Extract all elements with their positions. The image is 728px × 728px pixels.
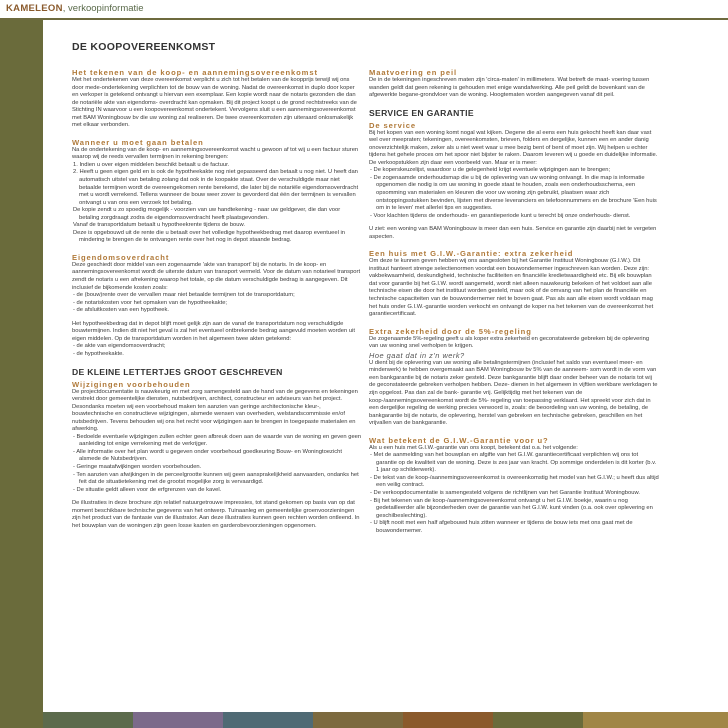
color-block (43, 712, 133, 728)
list-item: - De koperskeuzelijst, waardoor u de gelegenheid krijgt eventuele wijzigingen aan te brengen; (370, 167, 611, 174)
list-item: - de afsluitkosten van een hypotheek. (73, 307, 170, 314)
section-tekenen (72, 68, 362, 130)
section-service (369, 108, 659, 242)
left-column (72, 68, 362, 538)
section-maatvoering (369, 68, 659, 100)
color-block (223, 712, 313, 728)
section-eigendomsoverdracht (72, 253, 362, 359)
section-intro: Als u een huis met G.I.W.-garantie van ons koopt, betekent dat o.a. het volgende: (369, 444, 578, 451)
list-item: - Met de aanmelding van het bouwplan en afgifte van het G.I.W. garantiecertificaat verplichten wij ons tot garantie op de kwaliteit van de woning. Deze is zes jaar van kracht. Op sommige onderdelen is dit korter (b.v. 1 jaar op schilderwerk). (370, 452, 657, 474)
list-item: - Alle informatie over het plan wordt u gegeven onder voorbehoud goedkeuring Bouw- en Woningtoezicht alsmede de Nutsbedrijven. (73, 448, 342, 463)
top-header (0, 0, 728, 18)
list-item: - De zogenaamde onderhoudsmap die u bij de oplevering van uw woning ontvangt. In die map is informatie opgenomen die nodig is om uw woning in goede staat te houden, zoals een onderhoudsschema, een opsomming van materialen en kleuren die voor uw woning zijn gebruikt, plaatsen waar zich ontstoppingsstukken bevinden, lijsten met diverse leveranciers en telefoonnummers en de brochure 'Een huis om in te leven' met allerlei tips en suggesties. (370, 174, 657, 212)
section-heading: Wanneer u moet gaan betalen (72, 137, 204, 147)
page-title: DE KOOPOVEREENKOMST (72, 41, 216, 53)
list-item: De kopie zendt u zo spoedig mogelijk - voorzien van uw handtekening - naar uw geldgever, die dan voor betaling zorgdraagt zodra de eigendomsoverdracht heeft plaatsgevonden. (73, 207, 341, 221)
list-item: - de (bouw)rente over de vervallen maar niet betaalde termijnen tot de transportdatum; (73, 292, 295, 299)
section-heading: De service (369, 120, 416, 130)
color-block (403, 712, 493, 728)
list-item: - Voor klachten tijdens de onderhouds- en garantieperiode kunt u terecht bij onze onderhouds- dienst. (370, 212, 631, 219)
section-kleine-lettertjes (72, 367, 362, 531)
list-item: - De tekst van de koop-/aannemingsovereenkomst is overeenkomstig het model van het G.I.W.; u heeft dus altijd een veilig contract. (370, 474, 659, 489)
section-body: De in de tekeningen ingeschreven maten zijn 'circa-maten' in millimeters. Wat betreft de maat- voering tussen wanden geldt dat geen rekening is gehouden met enige wandafwerking. Alle peil geldt de bovenkant van de afgewerkte begane-grondvloer van de woning. Hoogtematen worden aangegeven vanaf dit peil. (369, 77, 650, 99)
brand-subtitle: , verkoopinformatie (62, 3, 144, 14)
section-giw-voor-u (369, 436, 659, 536)
section-heading: Eigendomsoverdracht (72, 252, 170, 262)
section-5-procent (369, 327, 659, 428)
color-block (133, 712, 223, 728)
list-item: - de notariskosten voor het opmaken van de hypotheekakte; (73, 299, 228, 306)
section-subheading: Hoe gaat dat in z'n werk? (369, 350, 465, 360)
header-stripe (0, 18, 728, 20)
color-block (0, 712, 43, 728)
section-body: Het hypotheekbedrag dat in depot blijft moet gelijk zijn aan de vanaf de transportdatum nog verschuldigde bouwtermijnen. Indien dit niet het geval is zal het eventueel ontbrekende bedrag aangevuld moeten worden uit eigen middelen. Op de transportdatum worden in het algemeen twee akten getekend: (72, 320, 355, 342)
section-betalen (72, 138, 362, 245)
section-body: Met het ondertekenen van deze overeenkomst verplicht u zich tot het betalen van de koopprijs terwijl wij ons door mede-ondertekening verplichten tot de bouw van de woning. Nadat de overeenkomst in duplo door koper en verkoper is getekend ontvangt u hiervan een exemplaar. Een kopie wordt naar de notaris gezonden die dan de notariële akte van eigendoms- overdracht kan opmaken. Bij dit project koopt u de grond rechtstreeks van de Stichting IN waarvoor u een koopovereenkomst ondertekent. Vervolgens sluit u een aannemingsovereenkomst met BAM Woningbouw bv die uw woning zal realiseren. De twee overeenkomsten zijn uiteraard onlosmakelijk met elkaar verbonden. (72, 77, 357, 129)
section-body: Deze geschiedt door middel van een zogenaamde 'akte van transport' bij de notaris. In de koop- en aannemingsovereenkomst wordt de uiterste datum van transport vermeld. Voor de datum van notarieel transport zendt de notaris u een afrekening waarop het totale, op die datum verschuldigde bedrag is aangegeven. Dit inclusief de bijkomende kosten zoals: (72, 261, 361, 291)
section-body: De zogenaamde 5%-regeling geeft u als koper extra zekerheid en geconstateerde gebreken bij de oplevering van uw woning snel verholpen te krijgen. (369, 335, 650, 350)
section-giw-garantie (369, 249, 659, 318)
list-item: 2. Heeft u geen eigen geld en is ook de hypotheekakte nog niet gepasseerd dan betaalt u nog niet. U heeft dan automatisch uitstel van betaling zolang dat ook in de koopakte staat. Over de verschuldigde maar niet betaalde termijnen wordt de overeengekomen rente berekend, die later bij de notariële eigendomsoverdracht met u wordt verrekend. Tellens wanneer de bouw weer zover is gevorderd dat één der termijnen is vervallen ontvangt u van ons een verzoek tot betaling. (73, 169, 359, 206)
list-item: - De situatie geldt alleen voor de erfgrenzen van de kavel. (73, 486, 222, 493)
section-body: De projectdocumentatie is nauwkeurig en met zorg samengesteld aan de hand van de gegevens en tekeningen verstrekt door gemeentelijke diensten, nutsbedrijven, architect, constructeur en adviseurs van het project. Desondanks moeten wij een voorbehoud maken ten aanzien van geringe architectonische kleur-, bouwtechnische en constructieve wijzigingen, alsmede wensen van overheden, welstandscommissie en/of nutsbedrijven. Tevens behouden wij ons het recht voor wijzigingen aan te brengen in toegepaste materialen en afwerking. (72, 388, 358, 433)
section-body: Om deze te kunnen geven hebben wij ons aangesloten bij het Garantie Instituut Woningbouw (G.I.W.). Dit instituut hanteert strenge selectienormen voordat een bouwondernemer ingeschreven kan worden. Deze zijn: vakbekwaamheid, deskundigheid, technische faciliteiten en financiële kredietwaardigheid etc. Bij elk bouwplan dat voor garantie bij het G.I.W. wordt aangemeld, wordt niet alleen nauwkeurig bekeken of het voldoet aan alle technische eisen die door het instituut worden gesteld, maar ook of de omvang van het plan de financiële en technische capaciteiten van de bouwondernemer niet te boven gaat. Pas als aan alle eisen wordt voldaan mag het huis onder G.I.W.-garantie worden verkocht en ontvangt de koper na het tekenen van de overeenkomst het garantiecertificaat. (369, 258, 654, 318)
list-item: - de hypotheekakte. (73, 350, 124, 357)
section-heading: Maatvoering en peil (369, 68, 457, 77)
section-heading: Een huis met G.I.W.-Garantie: extra zekerheid (369, 249, 574, 259)
list-item: 1. Indien u over eigen middelen beschikt betaalt u de factuur. (73, 161, 230, 168)
brand-name: KAMELEON (6, 3, 63, 14)
list-item: - de akte van eigendomsoverdracht; (73, 343, 166, 350)
list-item: - Geringe maatafwijkingen worden voorbehouden. (73, 463, 202, 470)
section-heading: Het tekenen van de koop- en aannemingsovereenkomst (72, 68, 318, 77)
list-item: - Ten aanzien van afwijkingen in de perceelgrootte kunnen wij geen aansprakelijkheid aanvaarden, ondanks het feit dat de situatietekening met de grootst mogelijke zorg is vervaardigd. (73, 471, 359, 486)
color-block (583, 712, 728, 728)
section-big-heading: SERVICE EN GARANTIE (369, 107, 474, 118)
list-item: - Bedoelde eventuele wijzigingen zullen echter geen afbreuk doen aan de waarde van de woning en geven geen aanleiding tot enige verrekening met de verkrijger. (73, 433, 362, 448)
section-intro: Na de ondertekening van de koop- en aannemingsovereenkomst wacht u gewoon af tot wij u een factuur sturen waarop wij de reeds vervallen termijnen in rekening brengen: (72, 146, 359, 161)
section-body: U ziet: een woning van BAM Woningbouw is meer dan een huis. Service en garantie zijn daarbij niet te vergeten aspecten. (369, 226, 657, 240)
color-block (313, 712, 403, 728)
list-item: - U blijft nooit met een half afgebouwd huis zitten wanneer er tijdens de bouw iets met ons gaat met de bouwondernemer. (370, 520, 633, 534)
list-item: Vanaf de transportdatum betaalt u hypotheekrente tijdens de bouw. (73, 222, 245, 229)
list-item: - De verkoopdocumentatie is samengesteld volgens de richtlijnen van het Garantie Instituut Woningbouw. (370, 489, 640, 496)
brand-title (6, 3, 144, 14)
section-body: U dient bij de oplevering van uw woning alle betalingstermijnen (inclusief het saldo van eventueel meer- en minderwerk) te hebben overgemaakt aan BAM Woningbouw bv 5% van de aanneem- som wordt in de vorm van een bankgarantie bij de notaris zeker gesteld. Deze bankgarantie blijft daar onder beheer van de notaris tot wij de geconstateerde gebreken verholpen hebben. Deze- dienen in het algemeen in vijftien werkbare werkdagen te zijn opgelost. Pas dan zal de bank- garantie vrij. Gelijktijdig met het tekenen van de koop-/aannemingsovereenkomst wordt de 5%- regeling van toepassing verklaard. Het spreekt voor zich dat in een dergelijke regeling de werking precies verwoord is, zoals: de beoordeling van uw woning, de betaling, de bankgarantie bij de notaris, de oplevering, herstel van gebreken en technische gebreken, geschillen en het vrijvallen van de bankgarantie. (369, 359, 658, 427)
section-body: De illustraties in deze brochure zijn relatief natuurgetrouwe impressies, tot stand gekomen op basis van op dat moment beschikbare technische gegevens van het ontwerp. Tuinaanleg en gemeentelijke groenvoorzieningen zijn het product van de fantasie van de illustrator. Aan deze illustraties kunnen geen rechten worden ontleend. In het bouwplan van de woningen zijn geen losse kasten en garderobevoorzieningen opgenomen. (72, 500, 360, 529)
section-big-heading: DE KLEINE LETTERTJES GROOT GESCHREVEN (72, 366, 283, 377)
section-body: Bij het kopen van een woning komt nogal wat kijken. Degene die al eens een huis gekocht heeft kan daar vast wel over meepraten; tekeningen, overeenkomsten, brieven, folders en dergelijke, kunnen een en ander danig onoverzichtelijk maken, zeker als u niet weet waar u mee bezig bent of bent of moet zijn. Wij helpen u echter tijdens het gehele proces om het spoor niet bijster te raken. Daarom leveren wij u goede en duidelijke informatie. De verkoopstukken zijn daar een voorbeeld van. Maar er is meer: (369, 129, 658, 166)
bottom-color-band (0, 712, 728, 728)
section-heading: Wijzigingen voorbehouden (72, 379, 191, 389)
right-column (369, 68, 659, 543)
section-heading: Wat betekent de G.I.W.-Garantie voor u? (369, 435, 549, 445)
color-block (493, 712, 583, 728)
section-heading: Extra zekerheid door de 5%-regeling (369, 326, 532, 336)
list-item: Deze is opgebouwd uit de rente die u betaalt over het volledige hypotheekbedrag met daarop eventueel in mindering te brengen de te ontvangen rente over het nog in depot staande bedrag. (73, 229, 345, 244)
list-item: - Bij het tekenen van de koop-/aannemingsovereenkomst ontvangt u het G.I.W. boekje, waarin u nog gedetailleerder alle bijzonderheden over de garantie van het G.I.W. kunt vinden (o.a. ook over oplevering en geschilbeslechting). (370, 497, 653, 519)
left-color-bar (0, 20, 43, 728)
